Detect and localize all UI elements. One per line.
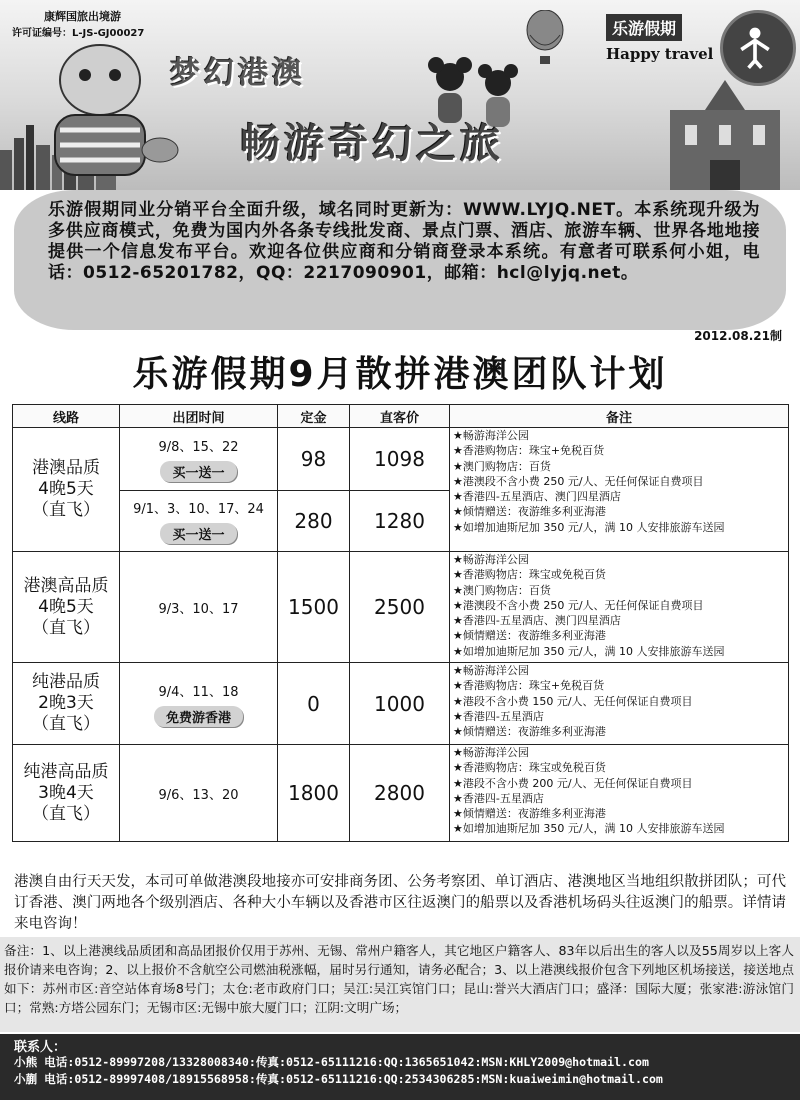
- note-item: ★香港购物店：珠宝+免税百货: [453, 679, 605, 693]
- table-row: [13, 552, 789, 663]
- deposit-value: 1500: [278, 552, 350, 663]
- promo-badge: 买一送一: [160, 461, 236, 482]
- route-name: [13, 745, 120, 842]
- contact-label: 联系人：: [14, 1040, 67, 1055]
- notes-cell: [450, 663, 789, 745]
- column-header: 出团时间: [120, 405, 278, 428]
- note-item: ★香港购物店：珠宝或免税百货: [453, 568, 606, 582]
- deposit-value: 280: [278, 491, 350, 552]
- hot-air-balloon-icon: [520, 10, 570, 70]
- price-value: 1098: [350, 428, 450, 491]
- plan-title: 乐游假期9月散拼港澳团队计划: [132, 354, 668, 395]
- column-header: 直客价: [350, 405, 450, 428]
- column-header: 定金: [278, 405, 350, 428]
- departure-dates-text: 9/4、11、18: [158, 684, 239, 700]
- note-item: ★香港四-五星酒店、澳门四星酒店: [453, 614, 621, 628]
- notes-cell: [450, 552, 789, 663]
- note-item: ★倾情赠送：夜游维多利亚海港: [453, 807, 606, 821]
- table-row: [13, 428, 789, 491]
- table-row: [13, 745, 789, 842]
- route-name-text: 纯港品质 2晚3天 （直飞）: [32, 672, 100, 734]
- license-number: 许可证编号：L-JS-GJ00027: [12, 28, 145, 39]
- note-item: ★澳门购物店：百货: [453, 459, 551, 473]
- contact-line: 小熊 电话:0512-89997208/13328008340:传真:0512-65111216:QQ:1365651042:MSN:KHLY2009@hotmail.com: [14, 1055, 649, 1069]
- agency-name: 康辉国旅出境游: [44, 10, 121, 23]
- route-name: [13, 552, 120, 663]
- note-item: ★倾情赠送：夜游维多利亚海港: [453, 505, 606, 519]
- table-row: [13, 663, 789, 745]
- price-value: 2500: [350, 552, 450, 663]
- free-travel-info: 港澳自由行天天发，本司可单做港澳段地接亦可安排商务团、公务考察团、单订酒店、港澳地区当地组织散拼团队；可代订香港、澳门两地各个级别酒店、各种大小车辆以及香港市区往返澳门的船票以及香港机场码头往返澳门的船票。详情请来电咨询！: [14, 874, 786, 932]
- note-item: ★港澳段不含小费 250 元/人、无任何保证自费项目: [453, 598, 704, 612]
- notice-text: 乐游假期同业分销平台全面升级，域名同时更新为：WWW.LYJQ.NET。本系统现升级为多供应商模式，免费为国内外各条专线批发商、景点门票、酒店、旅游车辆、世界各地地接提供一个信息发布平台。欢迎各位供应商和分销商登录本系统。有意者可联系何小姐，电话：0512-65201782，QQ：2217090901，邮箱：hcl@lyjq.net。: [48, 200, 760, 283]
- route-name: [13, 428, 120, 552]
- notes-cell: [450, 745, 789, 842]
- departure-dates-text: 9/8、15、22: [158, 440, 239, 455]
- note-item: ★港段不含小费 150 元/人、无任何保证自费项目: [453, 694, 693, 708]
- note-item: ★畅游海洋公园: [453, 429, 529, 442]
- note-item: ★如增加迪斯尼加 350 元/人，满 10 人安排旅游车送园: [453, 644, 725, 658]
- note-item: ★畅游海洋公园: [453, 746, 529, 759]
- table-header-row: [13, 405, 789, 428]
- note-item: ★倾情赠送：夜游维多利亚海港: [453, 725, 606, 739]
- banner-subtitle: 畅游奇幻之旅: [240, 121, 504, 167]
- note-item: ★澳门购物店：百货: [453, 583, 551, 597]
- banner-title: 梦幻港澳: [170, 56, 306, 91]
- route-name: [13, 663, 120, 745]
- departure-dates: [120, 491, 278, 552]
- departure-dates: 9/3、10、17: [120, 552, 278, 663]
- note-item: ★香港购物店：珠宝或免税百货: [453, 761, 606, 775]
- note-item: ★香港购物店：珠宝+免税百货: [453, 444, 605, 458]
- notes-cell: [450, 428, 789, 552]
- column-header: 线路: [13, 405, 120, 428]
- church-ruins-illustration: [650, 70, 800, 190]
- brand-block: [606, 14, 716, 68]
- price-value: 2800: [350, 745, 450, 842]
- promo-badge: 免费游香港: [154, 706, 243, 727]
- departure-dates: [120, 428, 278, 491]
- note-item: ★如增加迪斯尼加 350 元/人，满 10 人安排旅游车送园: [453, 822, 725, 836]
- brand-name-cn: 乐游假期: [606, 14, 682, 41]
- promo-badge: 买一送一: [160, 523, 236, 544]
- deposit-value: 0: [278, 663, 350, 745]
- brand-name-en: Happy travel: [606, 45, 714, 63]
- departure-dates-text: 9/1、3、10、17、24: [133, 502, 264, 517]
- departure-dates: [120, 663, 278, 745]
- mascot-illustration: [20, 30, 180, 190]
- note-item: ★香港四-五星酒店: [453, 709, 544, 723]
- route-name-text: 港澳品质 4晚5天 （直飞）: [32, 458, 100, 520]
- note-item: ★港段不含小费 200 元/人、无任何保证自费项目: [453, 776, 693, 790]
- note-item: ★香港四-五星酒店: [453, 791, 544, 805]
- note-item: ★畅游海洋公园: [453, 553, 529, 566]
- deposit-value: 98: [278, 428, 350, 491]
- note-item: ★港澳段不含小费 250 元/人、无任何保证自费项目: [453, 474, 704, 488]
- remark-text: 备注：1、以上港澳线品质团和高品团报价仅用于苏州、无锡、常州户籍客人，其它地区户籍客人、83年以后出生的客人以及55周岁以上客人报价请来电咨询；2、以上报价不含航空公司燃油税涨幅，届时另行通知，请务必配合；3、以上港澳线报价包含下列地区机场接送，接送地点如下：苏州市区:音空站体育场8号门；太仓:老市政府门口；吴江:吴江宾馆门口；昆山:誉兴大酒店门口；盛泽：国际大厦；张家港:游泳馆门口；常熟:方塔公园东门；无锡市区:无锡中旅大厦门口；江阴:文明广场；: [4, 943, 794, 1015]
- column-header: 备注: [450, 405, 789, 428]
- note-item: ★倾情赠送：夜游维多利亚海港: [453, 629, 606, 643]
- note-item: ★如增加迪斯尼加 350 元/人，满 10 人安排旅游车送园: [453, 520, 725, 534]
- contact-line: 小蒯 电话:0512-89997408/18915568958:传真:0512-65111216:QQ:2534306285:MSN:kuaiweimin@hotmail.com: [14, 1072, 663, 1086]
- price-value: 1280: [350, 491, 450, 552]
- price-value: 1000: [350, 663, 450, 745]
- departure-dates: 9/6、13、20: [120, 745, 278, 842]
- deposit-value: 1800: [278, 745, 350, 842]
- note-item: ★畅游海洋公园: [453, 664, 529, 677]
- route-name-text: 纯港高品质 3晚4天 （直飞）: [23, 761, 109, 824]
- issue-date: 2012.08.21制: [694, 329, 782, 343]
- route-name-text: 港澳高品质 4晚5天 （直飞）: [23, 575, 109, 638]
- note-item: ★香港四-五星酒店、澳门四星酒店: [453, 490, 621, 504]
- tour-plan-table: [12, 404, 789, 842]
- header-banner: [0, 0, 800, 190]
